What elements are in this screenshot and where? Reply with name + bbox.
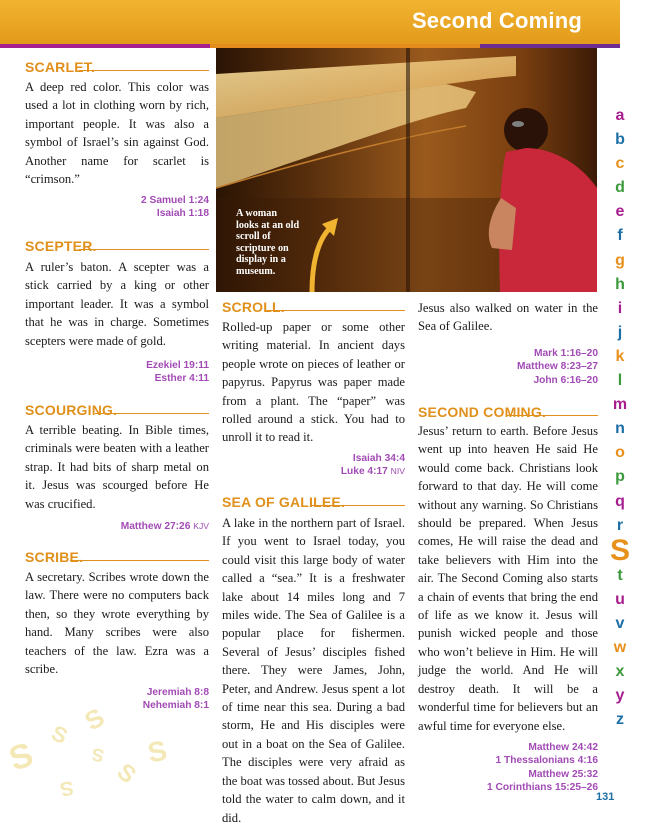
- definition-scribe: A secretary. Scribes wrote down the law. There were no computers back then, so they wrote everything by hand. Many scribes were also teachers of the law. Ezra was a scribe.: [25, 570, 209, 677]
- scripture-ref: Luke 4:17 NIV: [340, 466, 405, 478]
- alphabet-letter-i[interactable]: i: [617, 299, 623, 317]
- page-number: 131: [596, 791, 615, 803]
- alphabet-letter-m[interactable]: m: [612, 396, 628, 414]
- alphabet-letter-l[interactable]: l: [617, 372, 623, 390]
- term-rule: [310, 505, 405, 506]
- alphabet-letter-a[interactable]: a: [615, 107, 625, 124]
- decorative-letter: S: [111, 758, 142, 790]
- alphabet-letter-r[interactable]: r: [616, 516, 624, 534]
- decorative-letter: S: [4, 735, 38, 779]
- decorative-letter: S: [90, 744, 106, 766]
- definition-scourging: A terrible beating. In Bible times, criminals were beaten with a leather strap. It had bits of sharp metal on it. Jesus was scourged before He was crucified.: [25, 423, 209, 511]
- bible-version: KJV: [193, 521, 209, 531]
- term-scepter: SCEPTER.: [25, 238, 97, 254]
- alphabet-letter-b[interactable]: b: [615, 131, 625, 149]
- refs-scribe: [25, 686, 209, 713]
- alphabet-letter-g[interactable]: g: [615, 251, 625, 269]
- bible-version: NIV: [390, 466, 405, 477]
- refs-scroll: [222, 452, 405, 479]
- alphabet-letter-u[interactable]: u: [615, 590, 625, 608]
- term-scourging: SCOURGING.: [25, 402, 118, 418]
- alphabet-letter-k[interactable]: k: [615, 347, 625, 365]
- decorative-letter: S: [58, 776, 76, 800]
- alphabet-letter-p[interactable]: p: [615, 468, 625, 486]
- term-rule: [95, 413, 209, 414]
- scripture-ref: Matthew 27:26 KJV: [120, 521, 209, 532]
- refs-sea-of-galilee: [418, 347, 598, 387]
- definition-scroll: Rolled-up paper or some other writing material. In ancient days people wrote on pieces of leather or papyrus. Papyrus was paper made from a plant. The “paper” was rolled around a stick. You had to unroll it to read it.: [222, 320, 405, 445]
- alphabet-letter-q[interactable]: q: [615, 492, 625, 510]
- refs-second-coming: [418, 741, 598, 795]
- alphabet-index: [606, 104, 634, 732]
- term-scroll: SCROLL.: [222, 299, 285, 315]
- alphabet-letter-s[interactable]: S: [609, 533, 630, 567]
- refs-scepter: [25, 359, 209, 386]
- scripture-ref: Nehemiah 8:1: [142, 700, 209, 712]
- term-rule: [266, 310, 405, 311]
- term-second-coming: SECOND COMING.: [418, 404, 547, 420]
- alphabet-letter-h[interactable]: h: [615, 275, 625, 293]
- scripture-ref: Isaiah 34:4: [352, 453, 405, 464]
- museum-photo: [216, 48, 597, 292]
- scripture-ref: 2 Samuel 1:24: [141, 195, 209, 206]
- alphabet-letter-c[interactable]: c: [615, 155, 625, 173]
- refs-scourging: [25, 520, 209, 533]
- term-rule: [79, 70, 209, 71]
- term-sea-of-galilee: SEA OF GALILEE.: [222, 494, 346, 510]
- decorative-letter: S: [79, 701, 110, 737]
- decorative-letter: S: [144, 734, 170, 769]
- definition-scarlet: A deep red color. This color was used a lot in clothing worn by rich, important people. It was also a symbol of Israel’s sin against God. Another name for scarlet is “crimson.”: [25, 80, 209, 187]
- term-rule: [79, 249, 209, 250]
- photo-caption: A woman looks at an old scroll of scripture on display in a museum.: [236, 208, 300, 277]
- alphabet-letter-f[interactable]: f: [617, 227, 623, 245]
- scripture-ref: Ezekiel 19:11: [146, 360, 209, 371]
- scripture-ref: Esther 4:11: [154, 373, 209, 385]
- alphabet-letter-e[interactable]: e: [615, 203, 625, 221]
- definition-second-coming: Jesus’ return to earth. Before Jesus went up into heaven He said He would come back. Christians look forward to that day. He will come without any warning. So Christians should be prepared. When Jesus comes, He will raise the dead and take believers with Him into the air. The Second Coming also starts a chain of events that bring the end of life as we know it. Jesus will punish wicked people and those who won’t believe in Him. He will judge the world. And He will destroy death. It will be a wonderful time for believers but an awful time for everyone else.: [418, 424, 598, 733]
- alphabet-letter-n[interactable]: n: [615, 420, 625, 438]
- alphabet-letter-y[interactable]: y: [615, 687, 625, 705]
- alphabet-letter-d[interactable]: d: [615, 179, 625, 197]
- alphabet-letter-j[interactable]: j: [617, 323, 623, 341]
- definition-sea-of-galilee: A lake in the northern part of Israel. If you went to Israel today, you could visit this large body of water called a “sea.” It is a freshwater lake about 14 miles long and 7 miles wide. The Sea of Galilee is a popular place for fishermen. Several of Jesus’ disciples fished there. They were James, John, Peter, and Andrew. Jesus spent a lot of time near this sea. During a bad storm, He and His disciples were out in a boat on the Sea of Galilee. The disciples were very afraid as the boat was tossed about. But Jesus told the water to calm down, and it did.: [222, 516, 405, 825]
- scripture-ref: Matthew 24:42: [528, 742, 598, 753]
- term-scarlet: SCARLET.: [25, 59, 96, 75]
- term-rule: [507, 415, 598, 416]
- alphabet-letter-w[interactable]: w: [613, 638, 627, 656]
- definition-sea-of-galilee-continued: Jesus also walked on water in the Sea of Galilee.: [418, 301, 598, 334]
- scripture-ref: Mark 1:16–20: [533, 348, 598, 359]
- scripture-ref: Jeremiah 8:8: [146, 687, 209, 698]
- term-rule: [70, 560, 209, 561]
- scripture-ref: Matthew 8:23–27: [517, 361, 598, 373]
- alphabet-letter-x[interactable]: x: [615, 663, 625, 681]
- alphabet-letter-o[interactable]: o: [615, 444, 625, 462]
- definition-scepter: A ruler’s baton. A scepter was a stick carried by a king or other important leader. It was a symbol that he was in charge. Sometimes scepters were made of gold.: [25, 260, 209, 348]
- scripture-ref: John 6:16–20: [533, 374, 598, 386]
- refs-scarlet: [25, 194, 209, 221]
- scripture-ref: 1 Corinthians 15:25–26: [487, 782, 598, 794]
- accent-bar-left: [0, 44, 210, 48]
- scripture-ref: 1 Thessalonians 4:16: [495, 755, 598, 767]
- page-title: Second Coming: [411, 8, 582, 33]
- alphabet-letter-v[interactable]: v: [615, 614, 625, 632]
- term-scribe: SCRIBE.: [25, 549, 84, 565]
- scripture-ref: Isaiah 1:18: [156, 208, 209, 220]
- alphabet-letter-z[interactable]: z: [616, 711, 624, 729]
- decorative-letter: S: [47, 720, 72, 749]
- scripture-ref: Matthew 25:32: [528, 768, 598, 780]
- header-banner: [0, 0, 620, 44]
- alphabet-letter-t[interactable]: t: [617, 566, 623, 584]
